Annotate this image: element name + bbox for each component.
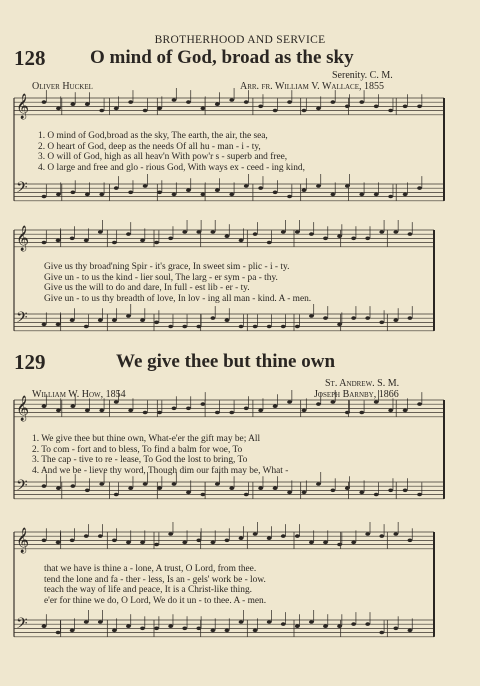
note-head bbox=[157, 107, 162, 111]
note-head bbox=[98, 318, 103, 322]
note-head bbox=[323, 541, 328, 545]
treble-clef-icon: 𝄞 bbox=[16, 395, 30, 420]
note-head bbox=[330, 400, 335, 404]
note-head bbox=[186, 491, 191, 495]
note-head bbox=[126, 314, 131, 318]
note-head bbox=[157, 411, 162, 415]
note-head bbox=[42, 624, 47, 628]
note-head bbox=[365, 532, 370, 536]
note-head bbox=[253, 629, 258, 633]
note-head bbox=[56, 486, 61, 490]
note-head bbox=[225, 629, 230, 633]
note-head bbox=[295, 624, 300, 628]
note-head bbox=[143, 184, 148, 188]
note-head bbox=[112, 629, 117, 633]
note-head bbox=[85, 102, 90, 106]
note-head bbox=[379, 534, 384, 538]
note-head bbox=[56, 193, 61, 197]
note-head bbox=[182, 627, 187, 631]
note-head bbox=[337, 234, 342, 238]
note-head bbox=[258, 186, 263, 190]
author: William W. How, 1854 bbox=[32, 389, 126, 400]
note-head bbox=[186, 188, 191, 192]
note-head bbox=[417, 186, 422, 190]
note-head bbox=[359, 100, 364, 104]
note-head bbox=[215, 482, 220, 486]
note-head bbox=[273, 404, 278, 408]
note-head bbox=[302, 109, 307, 113]
note-head bbox=[126, 232, 131, 236]
note-head bbox=[408, 539, 413, 543]
note-head bbox=[302, 188, 307, 192]
note-head bbox=[215, 411, 220, 415]
note-head bbox=[84, 239, 89, 243]
note-head bbox=[172, 407, 177, 411]
bass-clef-icon: 𝄢 bbox=[16, 309, 28, 329]
note-head bbox=[157, 486, 162, 490]
note-head bbox=[140, 541, 145, 545]
note-head bbox=[287, 195, 292, 199]
note-head bbox=[359, 411, 364, 415]
note-head bbox=[128, 100, 133, 104]
note-head bbox=[182, 230, 187, 234]
note-head bbox=[273, 109, 278, 113]
note-head bbox=[140, 318, 145, 322]
treble-staff bbox=[14, 88, 444, 115]
treble-clef-icon: 𝄞 bbox=[16, 93, 30, 118]
note-head bbox=[365, 622, 370, 626]
tune-name: Serenity. C. M. bbox=[332, 70, 393, 81]
note-head bbox=[365, 316, 370, 320]
verse-line: Give un - to us the kind - lier soul, The larg - er sym - pa - thy. bbox=[44, 272, 278, 283]
note-head bbox=[359, 491, 364, 495]
note-head bbox=[114, 493, 119, 497]
note-head bbox=[182, 541, 187, 545]
note-head bbox=[200, 402, 205, 406]
note-head bbox=[210, 629, 215, 633]
note-head bbox=[374, 193, 379, 197]
verse-line: tend the lone and fa - ther - less, Is an - gels' work be - low. bbox=[44, 574, 266, 585]
note-head bbox=[85, 489, 90, 493]
verse-line: that we have is thine a - lone, A trust, O Lord, from thee. bbox=[44, 564, 257, 574]
verse-line: 3. O will of God, high as all heav'n With pow'r s - superb and free, bbox=[38, 152, 288, 162]
note-head bbox=[316, 107, 321, 111]
bass-clef-icon: 𝄢 bbox=[16, 477, 28, 497]
note-head bbox=[316, 184, 321, 188]
note-head bbox=[244, 493, 249, 497]
note-head bbox=[287, 491, 292, 495]
note-head bbox=[99, 409, 104, 413]
note-head bbox=[337, 624, 342, 628]
note-head bbox=[229, 98, 234, 102]
note-head bbox=[70, 539, 75, 543]
note-head bbox=[417, 105, 422, 109]
note-head bbox=[114, 107, 119, 111]
note-head bbox=[229, 193, 234, 197]
note-head bbox=[309, 541, 314, 545]
note-head bbox=[302, 409, 307, 413]
note-head bbox=[112, 241, 117, 245]
note-head bbox=[323, 316, 328, 320]
note-head bbox=[70, 629, 75, 633]
note-head bbox=[351, 541, 356, 545]
note-head bbox=[98, 230, 103, 234]
note-head bbox=[56, 541, 61, 545]
note-head bbox=[215, 102, 220, 106]
note-head bbox=[253, 232, 258, 236]
note-head bbox=[258, 105, 263, 109]
note-head bbox=[98, 534, 103, 538]
note-head bbox=[168, 624, 173, 628]
note-head bbox=[112, 318, 117, 322]
note-head bbox=[316, 402, 321, 406]
note-head bbox=[345, 105, 350, 109]
verse-line: 4. O large and free and glo - rious God, With ways ex - ceed - ing kind, bbox=[38, 162, 305, 173]
note-head bbox=[42, 100, 47, 104]
note-head bbox=[295, 230, 300, 234]
note-head bbox=[281, 230, 286, 234]
note-head bbox=[408, 316, 413, 320]
note-head bbox=[281, 622, 286, 626]
note-head bbox=[309, 314, 314, 318]
treble-clef-icon: 𝄞 bbox=[16, 527, 30, 552]
verse-block bbox=[44, 564, 266, 606]
bass-staff bbox=[14, 472, 444, 499]
verse-line: Give un - to us thy breadth of love, In lov - ing all man - kind. A - men. bbox=[44, 293, 312, 304]
note-head bbox=[225, 539, 230, 543]
note-head bbox=[200, 107, 205, 111]
note-head bbox=[84, 534, 89, 538]
note-head bbox=[200, 493, 205, 497]
note-head bbox=[126, 624, 131, 628]
note-head bbox=[417, 493, 422, 497]
note-head bbox=[388, 409, 393, 413]
note-head bbox=[210, 316, 215, 320]
note-head bbox=[345, 411, 350, 415]
note-head bbox=[417, 402, 422, 406]
note-head bbox=[56, 239, 61, 243]
bass-staff bbox=[14, 174, 444, 201]
note-head bbox=[172, 482, 177, 486]
note-head bbox=[345, 486, 350, 490]
note-head bbox=[172, 193, 177, 197]
note-head bbox=[225, 234, 230, 238]
note-head bbox=[157, 191, 162, 195]
bass-staff bbox=[14, 304, 434, 331]
note-head bbox=[128, 486, 133, 490]
note-head bbox=[154, 543, 159, 547]
note-head bbox=[239, 239, 244, 243]
note-head bbox=[393, 532, 398, 536]
verse-line: 2. O heart of God, deep as the needs Of all hu - man - i - ty, bbox=[38, 141, 261, 152]
note-head bbox=[229, 411, 234, 415]
note-head bbox=[42, 241, 47, 245]
note-head bbox=[154, 627, 159, 631]
note-head bbox=[388, 195, 393, 199]
note-head bbox=[239, 325, 244, 329]
note-head bbox=[215, 188, 220, 192]
note-head bbox=[393, 230, 398, 234]
note-head bbox=[351, 622, 356, 626]
note-head bbox=[229, 486, 234, 490]
note-head bbox=[99, 109, 104, 113]
note-head bbox=[403, 409, 408, 413]
note-head bbox=[140, 239, 145, 243]
note-head bbox=[84, 620, 89, 624]
note-head bbox=[85, 409, 90, 413]
note-head bbox=[388, 489, 393, 493]
note-head bbox=[126, 541, 131, 545]
note-head bbox=[70, 404, 75, 408]
note-head bbox=[359, 193, 364, 197]
verse-line: 4. And we be - lieve thy word, Though dim our faith may be, What - bbox=[32, 465, 289, 476]
note-head bbox=[379, 321, 384, 325]
note-head bbox=[42, 323, 47, 327]
note-head bbox=[168, 532, 173, 536]
note-head bbox=[70, 102, 75, 106]
note-head bbox=[365, 237, 370, 241]
verse-line: Give us the will to do and dare, In full - est lib - er - ty. bbox=[44, 283, 250, 293]
note-head bbox=[143, 411, 148, 415]
note-head bbox=[295, 325, 300, 329]
note-head bbox=[267, 325, 272, 329]
verse-line: 1. O mind of God,broad as the sky, The earth, the air, the sea, bbox=[38, 131, 268, 141]
note-head bbox=[287, 100, 292, 104]
note-head bbox=[258, 486, 263, 490]
note-head bbox=[143, 482, 148, 486]
note-head bbox=[42, 404, 47, 408]
note-head bbox=[330, 100, 335, 104]
note-head bbox=[309, 620, 314, 624]
note-head bbox=[273, 191, 278, 195]
note-head bbox=[267, 536, 272, 540]
note-head bbox=[287, 400, 292, 404]
note-head bbox=[70, 484, 75, 488]
note-head bbox=[140, 627, 145, 631]
bass-staff bbox=[14, 610, 434, 637]
note-head bbox=[244, 184, 249, 188]
treble-staff bbox=[14, 522, 434, 549]
note-head bbox=[393, 318, 398, 322]
note-head bbox=[182, 325, 187, 329]
note-head bbox=[168, 325, 173, 329]
note-head bbox=[186, 100, 191, 104]
verse-line: teach the way of life and peace, It is a Christ-like thing. bbox=[44, 585, 252, 595]
note-head bbox=[99, 193, 104, 197]
verse-line: 1. We give thee but thine own, What-e'er the gift may be; All bbox=[32, 434, 261, 444]
note-head bbox=[253, 532, 258, 536]
note-head bbox=[56, 631, 61, 635]
verse-block bbox=[38, 131, 305, 173]
note-head bbox=[210, 230, 215, 234]
note-head bbox=[143, 109, 148, 113]
note-head bbox=[56, 323, 61, 327]
note-head bbox=[70, 318, 75, 322]
note-head bbox=[393, 627, 398, 631]
note-head bbox=[281, 534, 286, 538]
note-head bbox=[309, 232, 314, 236]
note-head bbox=[374, 105, 379, 109]
note-head bbox=[70, 237, 75, 241]
note-head bbox=[316, 482, 321, 486]
note-head bbox=[408, 232, 413, 236]
note-head bbox=[403, 105, 408, 109]
note-head bbox=[42, 539, 47, 543]
hymn-number: 128 bbox=[14, 46, 46, 70]
note-head bbox=[85, 193, 90, 197]
note-head bbox=[239, 536, 244, 540]
note-head bbox=[239, 620, 244, 624]
note-head bbox=[267, 620, 272, 624]
section-header: BROTHERHOOD AND SERVICE bbox=[154, 34, 326, 46]
note-head bbox=[172, 98, 177, 102]
note-head bbox=[128, 409, 133, 413]
note-head bbox=[374, 493, 379, 497]
note-head bbox=[295, 534, 300, 538]
note-head bbox=[403, 489, 408, 493]
arranger: Arr. fr. William V. Wallace, 1855 bbox=[240, 81, 384, 92]
note-head bbox=[244, 407, 249, 411]
bass-clef-icon: 𝄢 bbox=[16, 615, 28, 635]
note-head bbox=[128, 191, 133, 195]
author: Oliver Huckel bbox=[32, 81, 93, 92]
note-head bbox=[337, 543, 342, 547]
note-head bbox=[374, 400, 379, 404]
note-head bbox=[351, 237, 356, 241]
note-head bbox=[200, 193, 205, 197]
note-head bbox=[281, 325, 286, 329]
note-head bbox=[267, 241, 272, 245]
verse-block bbox=[44, 262, 311, 304]
note-head bbox=[379, 230, 384, 234]
note-head bbox=[330, 193, 335, 197]
note-head bbox=[323, 624, 328, 628]
verse-line: e'er for thine we do, O Lord, We do it un - to thee. A - men. bbox=[44, 595, 267, 606]
note-head bbox=[302, 491, 307, 495]
note-head bbox=[225, 318, 230, 322]
note-head bbox=[84, 325, 89, 329]
note-head bbox=[56, 107, 61, 111]
note-head bbox=[42, 484, 47, 488]
note-head bbox=[323, 237, 328, 241]
note-head bbox=[403, 193, 408, 197]
note-head bbox=[258, 409, 263, 413]
verse-line: Give us thy broad'ning Spir - it's grace, In sweet sim - plic - i - ty. bbox=[44, 262, 290, 272]
note-head bbox=[114, 186, 119, 190]
verse-line: 2. To com - fort and to bless, To find a balm for woe, To bbox=[32, 444, 243, 455]
note-head bbox=[351, 316, 356, 320]
note-head bbox=[210, 541, 215, 545]
note-head bbox=[99, 482, 104, 486]
note-head bbox=[114, 400, 119, 404]
note-head bbox=[56, 409, 61, 413]
hymn-number: 129 bbox=[14, 350, 46, 374]
tune-name: St. Andrew. S. M. bbox=[325, 378, 400, 389]
note-head bbox=[154, 321, 159, 325]
note-head bbox=[168, 237, 173, 241]
verse-line: 3. The cap - tive to re - lease, To God the lost to bring, To bbox=[32, 455, 248, 465]
hymn-title: O mind of God, broad as the sky bbox=[90, 47, 354, 68]
composer: Joseph Barnby, 1866 bbox=[314, 389, 399, 400]
note-head bbox=[388, 109, 393, 113]
note-head bbox=[244, 100, 249, 104]
note-head bbox=[42, 195, 47, 199]
note-head bbox=[253, 325, 258, 329]
verse-block bbox=[32, 434, 288, 476]
bass-clef-icon: 𝄢 bbox=[16, 179, 28, 199]
note-head bbox=[70, 191, 75, 195]
note-head bbox=[337, 323, 342, 327]
note-head bbox=[345, 184, 350, 188]
treble-clef-icon: 𝄞 bbox=[16, 225, 30, 250]
note-head bbox=[330, 489, 335, 493]
note-head bbox=[98, 620, 103, 624]
note-head bbox=[408, 629, 413, 633]
note-head bbox=[112, 539, 117, 543]
note-head bbox=[186, 407, 191, 411]
note-head bbox=[379, 631, 384, 635]
note-head bbox=[154, 241, 159, 245]
note-head bbox=[273, 486, 278, 490]
hymn-title: We give thee but thine own bbox=[116, 351, 336, 372]
